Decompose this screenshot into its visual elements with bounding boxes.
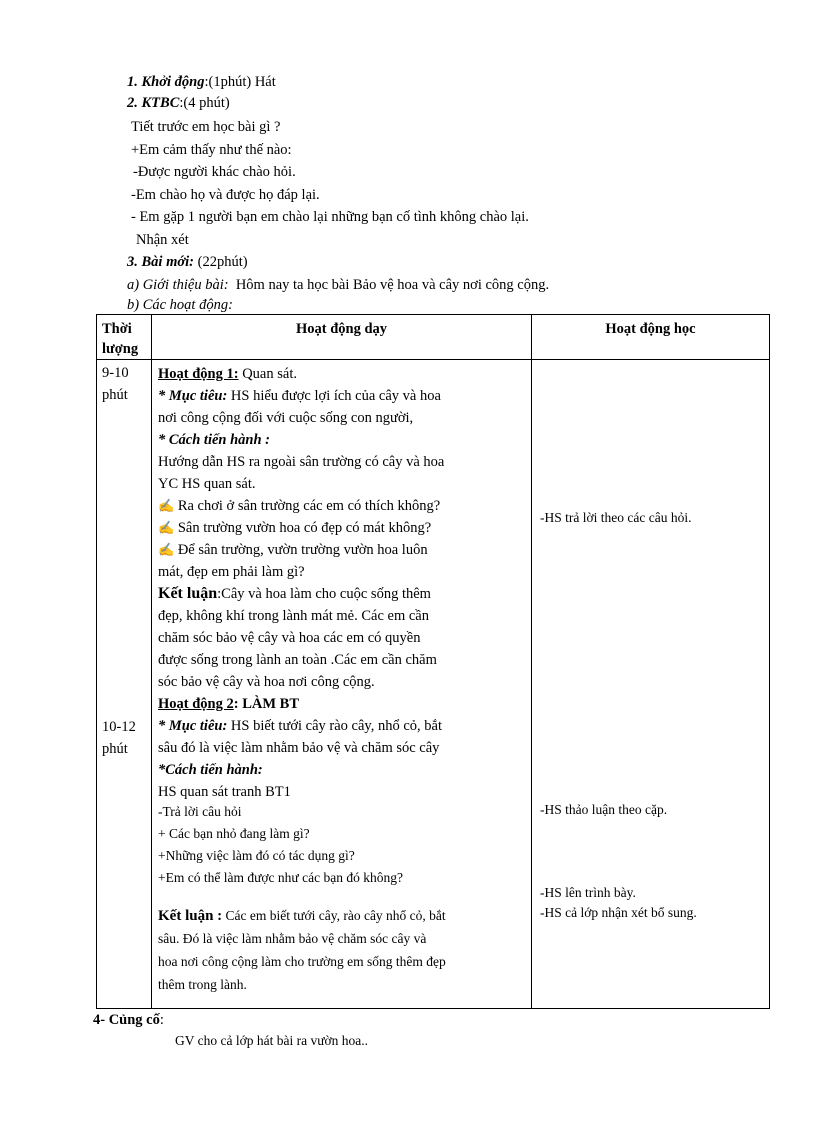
hoc-1: -HS trả lời theo các câu hỏi. [540, 510, 692, 525]
lesson-table [96, 314, 770, 1009]
hd2-line-5: +Em có thể làm được như các bạn đó không? [158, 870, 403, 885]
table-body-row [97, 360, 770, 1009]
section-cung-co: 4- Củng cố: [93, 1012, 164, 1028]
hd1-muc-tieu-cont: nơi công cộng đối với cuộc sống con người, [158, 410, 414, 426]
hd2-line-3: + Các bạn nhỏ đang làm gì? [158, 826, 310, 841]
pen-icon: ✍ [158, 520, 175, 535]
hd1-ket-luan-3: chăm sóc bảo vệ cây và hoa các em có quyền [158, 630, 421, 646]
pen-icon: ✍ [158, 498, 175, 513]
hd1-ket-luan: Kết luận:Cây và hoa làm cho cuộc sống thêm [158, 585, 431, 602]
hd2-ket-luan-4: thêm trong lành. [158, 977, 247, 992]
section-ktbc: 2. KTBC:(4 phút) [127, 95, 230, 111]
cung-co-text: GV cho cả lớp hát bài ra vườn hoa.. [175, 1033, 369, 1048]
ktbc-question-1: Tiết trước em học bài gì ? [131, 119, 281, 135]
header-hoat-dong-day: Hoạt động dạy [152, 315, 532, 360]
section-label: 3. Bài mới: [127, 254, 194, 270]
hd1-ket-luan-4: được sống trong lành an toàn .Các em cần chăm [158, 652, 437, 668]
hoc-3: -HS lên trình bày. [540, 885, 636, 900]
ktbc-nhan-xet: Nhận xét [136, 232, 189, 248]
hd2-cach-tien-hanh: *Cách tiến hành: [158, 762, 263, 778]
hd2-line-4: +Những việc làm đó có tác dụng gì? [158, 848, 355, 863]
section-bai-moi: 3. Bài mới: (22phút) [127, 254, 248, 270]
hd1-ket-luan-2: đẹp, không khí trong lành mát mẻ. Các em cần [158, 608, 429, 624]
pen-icon: ✍ [158, 542, 175, 557]
hoc-4: -HS cả lớp nhận xét bổ sung. [540, 905, 697, 920]
ktbc-question-2: +Em cảm thấy như thế nào: [131, 142, 292, 158]
cac-hoat-dong-label: b) Các hoạt động: [127, 297, 233, 313]
hd2-heading: Hoạt động 2: LÀM BT [158, 696, 299, 712]
time-1-unit: phút [102, 387, 128, 403]
hd2-line-2: -Trả lời câu hỏi [158, 804, 242, 819]
hd2-muc-tieu-cont: sâu đó là việc làm nhằm bảo vệ và chăm sóc cây [158, 740, 440, 756]
hd1-ket-luan-5: sóc bảo vệ cây và hoa nơi công cộng. [158, 674, 375, 690]
table-header-row [97, 315, 770, 360]
section-label: 1. Khởi động [127, 74, 205, 90]
hd2-ket-luan: Kết luận : Các em biết tưới cây, rào cây nhổ cỏ, bắt [158, 908, 446, 924]
hd1-question-3-cont: mát, đẹp em phải làm gì? [158, 564, 305, 580]
gioi-thieu-bai: a) Giới thiệu bài: Hôm nay ta học bài Bảo vệ hoa và cây nơi công cộng. [127, 277, 550, 293]
hd2-muc-tieu: * Mục tiêu: HS biết tưới cây rào cây, nhổ cỏ, bắt [158, 718, 442, 734]
hoc-2: -HS thảo luận theo cặp. [540, 802, 668, 817]
hd1-question-1: ✍ Ra chơi ở sân trường các em có thích không? [158, 498, 441, 514]
header-thoi-luong: Thời lượng [97, 315, 152, 360]
hd1-heading: Hoạt động 1: Quan sát. [158, 366, 297, 382]
hd1-cach-tien-hanh: * Cách tiến hành : [158, 432, 270, 448]
time-2-unit: phút [102, 741, 128, 757]
header-hoat-dong-hoc: Hoạt động học [532, 315, 770, 360]
ktbc-answer-2: -Em chào họ và được họ đáp lại. [131, 187, 320, 203]
hd1-line-1: Hướng dẫn HS ra ngoài sân trường có cây và hoa [158, 454, 445, 470]
hd1-question-2: ✍ Sân trường vườn hoa có đẹp có mát không? [158, 520, 432, 536]
hd1-line-2: YC HS quan sát. [158, 476, 256, 492]
teaching-column [152, 360, 532, 1009]
hd2-line-1: HS quan sát tranh BT1 [158, 784, 291, 800]
hd2-ket-luan-2: sâu. Đó là việc làm nhằm bảo vệ chăm sóc cây và [158, 931, 427, 946]
learning-column [532, 360, 770, 1009]
time-column [97, 360, 152, 1009]
time-2: 10-12 [102, 719, 136, 735]
ktbc-answer-1: -Được người khác chào hỏi. [133, 164, 296, 180]
ktbc-answer-3: - Em gặp 1 người bạn em chào lại những bạn cố tình không chào lại. [131, 209, 529, 225]
section-label: 2. KTBC [127, 95, 180, 111]
hd1-question-3: ✍ Để sân trường, vườn trường vườn hoa luôn [158, 542, 428, 558]
hd2-ket-luan-3: hoa nơi công cộng làm cho trường em sống thêm đẹp [158, 954, 446, 969]
section-khoi-dong: 1. Khởi động:(1phút) Hát [127, 74, 276, 90]
time-1: 9-10 [102, 365, 129, 381]
hd1-muc-tieu: * Mục tiêu: HS hiểu được lợi ích của cây và hoa [158, 388, 441, 404]
